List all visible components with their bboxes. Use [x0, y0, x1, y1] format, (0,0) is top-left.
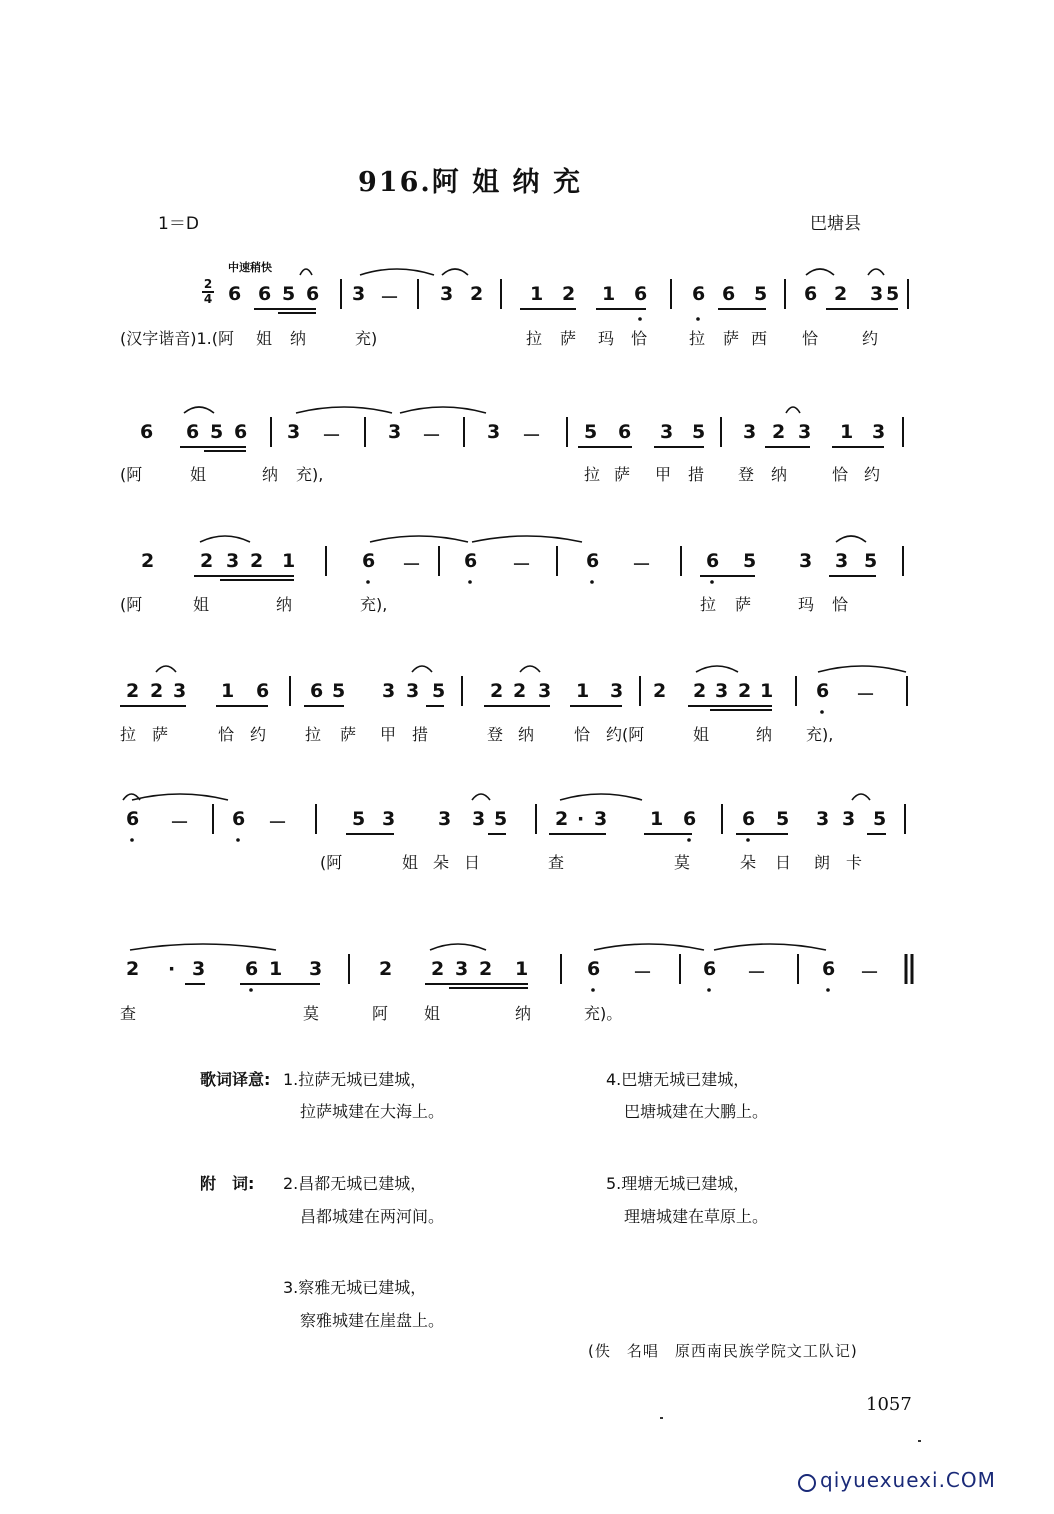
lyric-syllable: 纳 — [756, 725, 773, 744]
note: 1 — [650, 808, 664, 830]
note: 3 — [472, 808, 486, 830]
slur-arc — [472, 794, 490, 800]
note: 2 — [470, 283, 484, 305]
lyric-syllable: 萨 — [723, 329, 740, 348]
lyric-syllable: 莫 — [303, 1004, 320, 1023]
note: 2 — [250, 550, 264, 572]
note: 1 — [602, 283, 616, 305]
note: · — [168, 958, 176, 980]
note: 3 — [594, 808, 608, 830]
note: 1 — [840, 421, 854, 443]
slur-arc — [836, 536, 866, 542]
note: 6 — [618, 421, 632, 443]
dash-note: － — [422, 425, 442, 447]
slur-arc — [520, 666, 540, 672]
lyric-syllable: 玛 — [598, 329, 615, 348]
lyric-syllable: 姐 — [193, 595, 210, 614]
low-octave-dot — [236, 838, 240, 842]
note: 5 — [282, 283, 296, 305]
low-octave-dot — [826, 988, 830, 992]
note: 3 — [455, 958, 469, 980]
note: 3 — [388, 421, 402, 443]
slur-arc — [560, 794, 642, 800]
note: 5 — [494, 808, 508, 830]
lyric-syllable: 萨 — [560, 329, 577, 348]
note: 6 — [186, 421, 200, 443]
note: 3 — [816, 808, 830, 830]
low-octave-dot — [696, 317, 700, 321]
low-octave-dot — [591, 988, 595, 992]
note: 3 — [487, 421, 501, 443]
note: 6 — [258, 283, 272, 305]
note: 5 — [692, 421, 706, 443]
note: 2 — [126, 680, 140, 702]
low-octave-dot — [638, 317, 642, 321]
note: 5 — [864, 550, 878, 572]
slur-arc — [714, 944, 826, 950]
speck — [918, 1440, 921, 1442]
dash-note: － — [632, 554, 652, 576]
note: 6 — [362, 550, 376, 572]
slur-arc — [442, 269, 468, 275]
slur-arc — [156, 666, 176, 672]
lyric-syllable: 拉 — [700, 595, 717, 614]
slur-arc — [184, 407, 214, 413]
note: 2 — [126, 958, 140, 980]
note: 5 — [754, 283, 768, 305]
dash-note: － — [860, 962, 880, 984]
note: 6 — [692, 283, 706, 305]
lyric-syllable: 玛 — [798, 595, 815, 614]
note: 5 — [210, 421, 224, 443]
note: 3 — [835, 550, 849, 572]
lyric-syllable: 姐 — [693, 725, 710, 744]
additional-v2-line1: 2.昌都无城已建城， — [283, 1174, 427, 1193]
lyric-syllable: 萨 — [735, 595, 752, 614]
note: 3 — [406, 680, 420, 702]
note: 2 — [653, 680, 667, 702]
lyric-syllable: 约(阿 — [606, 725, 645, 744]
note: 3 — [309, 958, 323, 980]
additional-label: 附 词: — [200, 1174, 255, 1193]
note: 1 — [530, 283, 544, 305]
note: 5 — [332, 680, 346, 702]
note: 6 — [256, 680, 270, 702]
note: 6 — [634, 283, 648, 305]
dash-note: － — [512, 554, 532, 576]
lyric-syllable: 充)。 — [584, 1004, 623, 1023]
slur-arc — [130, 944, 276, 950]
translation-label-text: 歌词译意 — [200, 1070, 265, 1089]
low-octave-dot — [366, 580, 370, 584]
additional-v5-line2: 理塘城建在草原上。 — [624, 1207, 769, 1226]
lyric-syllable: 阿 — [372, 1004, 389, 1023]
translation-v4-line1: 4.巴塘无城已建城， — [606, 1070, 750, 1089]
lyric-syllable: 措 — [412, 725, 429, 744]
slur-arc — [806, 269, 834, 275]
slur-arc — [818, 666, 906, 672]
lyric-syllable: 莫 — [674, 853, 691, 872]
low-octave-dot — [687, 838, 691, 842]
note: 6 — [683, 808, 697, 830]
note: 6 — [816, 680, 830, 702]
lyric-syllable: 拉 — [584, 465, 601, 484]
slur-arc — [868, 269, 884, 275]
note: 2 — [200, 550, 214, 572]
note: 6 — [804, 283, 818, 305]
additional-v2-line2: 昌都城建在两河间。 — [300, 1207, 445, 1226]
note: 1 — [760, 680, 774, 702]
lyric-syllable: (阿 — [120, 465, 143, 484]
note: 6 — [822, 958, 836, 980]
note: 5 — [743, 550, 757, 572]
note: 2 — [513, 680, 527, 702]
region-label: 巴塘县 — [810, 214, 861, 234]
note: 5 — [776, 808, 790, 830]
lyric-syllable: 纳 — [515, 1004, 532, 1023]
note: 6 — [722, 283, 736, 305]
lyric-syllable: 纳 — [276, 595, 293, 614]
note: 3 — [382, 808, 396, 830]
note: 3 — [872, 421, 886, 443]
dash-note: － — [380, 287, 400, 309]
note: 1 — [221, 680, 235, 702]
low-octave-dot — [468, 580, 472, 584]
lyric-syllable: 查 — [120, 1004, 137, 1023]
slur-arc — [696, 666, 738, 672]
note: 5 — [886, 283, 900, 305]
lyric-syllable: 西 — [751, 329, 768, 348]
low-octave-dot — [130, 838, 134, 842]
note: 6 — [228, 283, 242, 305]
slur-arc — [430, 944, 486, 950]
note: 6 — [587, 958, 601, 980]
lyric-syllable: 充), — [360, 595, 388, 614]
note: 2 — [772, 421, 786, 443]
watermark-logo-icon — [798, 1474, 816, 1492]
lyric-syllable: 约 — [250, 725, 267, 744]
note: 2 — [150, 680, 164, 702]
note: 3 — [842, 808, 856, 830]
lyric-syllable: 约 — [864, 465, 881, 484]
lyric-syllable: 约 — [862, 329, 879, 348]
lyric-syllable: (汉字谐音)1.(阿 — [120, 329, 234, 348]
note: 3 — [799, 550, 813, 572]
lyric-syllable: 纳 — [262, 465, 279, 484]
note: 6 — [586, 550, 600, 572]
lyric-syllable: 姐 — [424, 1004, 441, 1023]
note: 3 — [715, 680, 729, 702]
dash-note: － — [522, 425, 542, 447]
slur-arc — [300, 269, 312, 275]
dash-note: － — [633, 962, 653, 984]
note: 3 — [743, 421, 757, 443]
note: 2 — [555, 808, 569, 830]
lyric-syllable: 朵 — [433, 853, 450, 872]
translation-label: 歌词译意: — [200, 1070, 271, 1089]
note: 3 — [870, 283, 884, 305]
note: 1 — [576, 680, 590, 702]
note: 6 — [245, 958, 259, 980]
translation-v1-line1: 1.拉萨无城已建城， — [283, 1070, 427, 1089]
low-octave-dot — [710, 580, 714, 584]
note: 2 — [562, 283, 576, 305]
lyric-syllable: 登 — [738, 465, 755, 484]
note: 3 — [173, 680, 187, 702]
lyric-syllable: 萨 — [340, 725, 357, 744]
lyric-syllable: 甲 — [380, 725, 397, 744]
note: 6 — [306, 283, 320, 305]
time-signature-bottom: 4 — [203, 292, 213, 306]
additional-label-text: 附 词 — [200, 1174, 249, 1193]
note: 3 — [287, 421, 301, 443]
note: 3 — [660, 421, 674, 443]
speck — [660, 1417, 663, 1419]
lyric-syllable: 恰 — [832, 465, 849, 484]
lyric-syllable: 恰 — [574, 725, 591, 744]
note: 1 — [282, 550, 296, 572]
lyric-syllable: (阿 — [120, 595, 143, 614]
dash-note: － — [322, 425, 342, 447]
note: 2 — [379, 958, 393, 980]
lyric-syllable: 充), — [806, 725, 834, 744]
slur-arc — [132, 794, 228, 800]
note: 3 — [226, 550, 240, 572]
lyric-syllable: 姐 — [190, 465, 207, 484]
lyric-syllable: 恰 — [802, 329, 819, 348]
slur-arc — [370, 536, 468, 542]
low-octave-dot — [820, 710, 824, 714]
note: 6 — [126, 808, 140, 830]
lyric-syllable: 卡 — [846, 853, 863, 872]
dash-note: － — [856, 684, 876, 706]
slur-arc — [472, 536, 582, 542]
lyric-syllable: 充) — [355, 329, 378, 348]
lyric-syllable: 查 — [548, 853, 565, 872]
lyric-syllable: 拉 — [689, 329, 706, 348]
lyric-syllable: 恰 — [631, 329, 648, 348]
lyric-syllable: (阿 — [320, 853, 343, 872]
dash-note: － — [170, 812, 190, 834]
lyric-syllable: 拉 — [120, 725, 137, 744]
lyric-syllable: 恰 — [832, 595, 849, 614]
key-signature: 1＝D — [158, 214, 199, 234]
lyric-syllable: 姐 — [402, 853, 419, 872]
note: 2 — [738, 680, 752, 702]
slur-arc — [594, 944, 704, 950]
lyric-syllable: 朵 — [740, 853, 757, 872]
lyric-syllable: 措 — [688, 465, 705, 484]
additional-v5-line1: 5.理塘无城已建城， — [606, 1174, 750, 1193]
note: 6 — [706, 550, 720, 572]
note: 1 — [515, 958, 529, 980]
lyric-syllable: 充), — [296, 465, 324, 484]
note: 6 — [464, 550, 478, 572]
lyric-syllable: 萨 — [152, 725, 169, 744]
low-octave-dot — [249, 988, 253, 992]
lyric-syllable: 纳 — [771, 465, 788, 484]
translation-v4-line2: 巴塘城建在大鹏上。 — [624, 1102, 769, 1121]
watermark-text: qiyuexuexi.COM — [820, 1468, 996, 1492]
note: 6 — [140, 421, 154, 443]
note: 3 — [798, 421, 812, 443]
note: 5 — [873, 808, 887, 830]
note: 3 — [440, 283, 454, 305]
lyric-syllable: 日 — [775, 853, 792, 872]
dash-note: － — [747, 962, 767, 984]
lyric-syllable: 萨 — [614, 465, 631, 484]
lyric-syllable: 恰 — [218, 725, 235, 744]
note: 2 — [693, 680, 707, 702]
note: 6 — [232, 808, 246, 830]
slur-arc — [852, 794, 870, 800]
lyric-syllable: 纳 — [290, 329, 307, 348]
song-title: 916.阿 姐 纳 充 — [358, 167, 582, 198]
note: 2 — [479, 958, 493, 980]
slur-arc — [412, 666, 432, 672]
slur-arc — [400, 407, 486, 413]
lyric-syllable: 朗 — [814, 853, 831, 872]
note: 5 — [584, 421, 598, 443]
note: 3 — [382, 680, 396, 702]
lyric-syllable: 拉 — [526, 329, 543, 348]
note: 2 — [431, 958, 445, 980]
note: 5 — [432, 680, 446, 702]
lyric-syllable: 拉 — [305, 725, 322, 744]
lyric-syllable: 登 — [487, 725, 504, 744]
additional-v3-line2: 察雅城建在崖盘上。 — [300, 1311, 445, 1330]
low-octave-dot — [746, 838, 750, 842]
note: · — [577, 808, 585, 830]
slur-arc — [360, 269, 434, 275]
lyric-syllable: 纳 — [518, 725, 535, 744]
note: 2 — [490, 680, 504, 702]
low-octave-dot — [707, 988, 711, 992]
credit-line: (佚 名唱 原西南民族学院文工队记) — [588, 1342, 858, 1360]
slur-arc — [200, 536, 250, 542]
page-number: 1057 — [866, 1394, 912, 1415]
slur-arc — [786, 407, 800, 413]
note: 3 — [610, 680, 624, 702]
dash-note: － — [402, 554, 422, 576]
note: 1 — [269, 958, 283, 980]
lyric-syllable: 日 — [464, 853, 481, 872]
tempo-marking: 中速稍快 — [228, 261, 272, 274]
note: 3 — [352, 283, 366, 305]
low-octave-dot — [590, 580, 594, 584]
translation-v1-line2: 拉萨城建在大海上。 — [300, 1102, 445, 1121]
additional-v3-line1: 3.察雅无城已建城， — [283, 1278, 427, 1297]
note: 2 — [834, 283, 848, 305]
time-signature-top: 2 — [203, 277, 213, 291]
note: 6 — [310, 680, 324, 702]
note: 6 — [703, 958, 717, 980]
note: 2 — [141, 550, 155, 572]
note: 6 — [234, 421, 248, 443]
lyric-syllable: 甲 — [655, 465, 672, 484]
watermark — [798, 1468, 996, 1492]
slur-arc — [296, 407, 392, 413]
note: 3 — [538, 680, 552, 702]
note: 5 — [352, 808, 366, 830]
dash-note: － — [268, 812, 288, 834]
note: 3 — [438, 808, 452, 830]
lyric-syllable: 姐 — [256, 329, 273, 348]
note: 3 — [192, 958, 206, 980]
note: 6 — [742, 808, 756, 830]
